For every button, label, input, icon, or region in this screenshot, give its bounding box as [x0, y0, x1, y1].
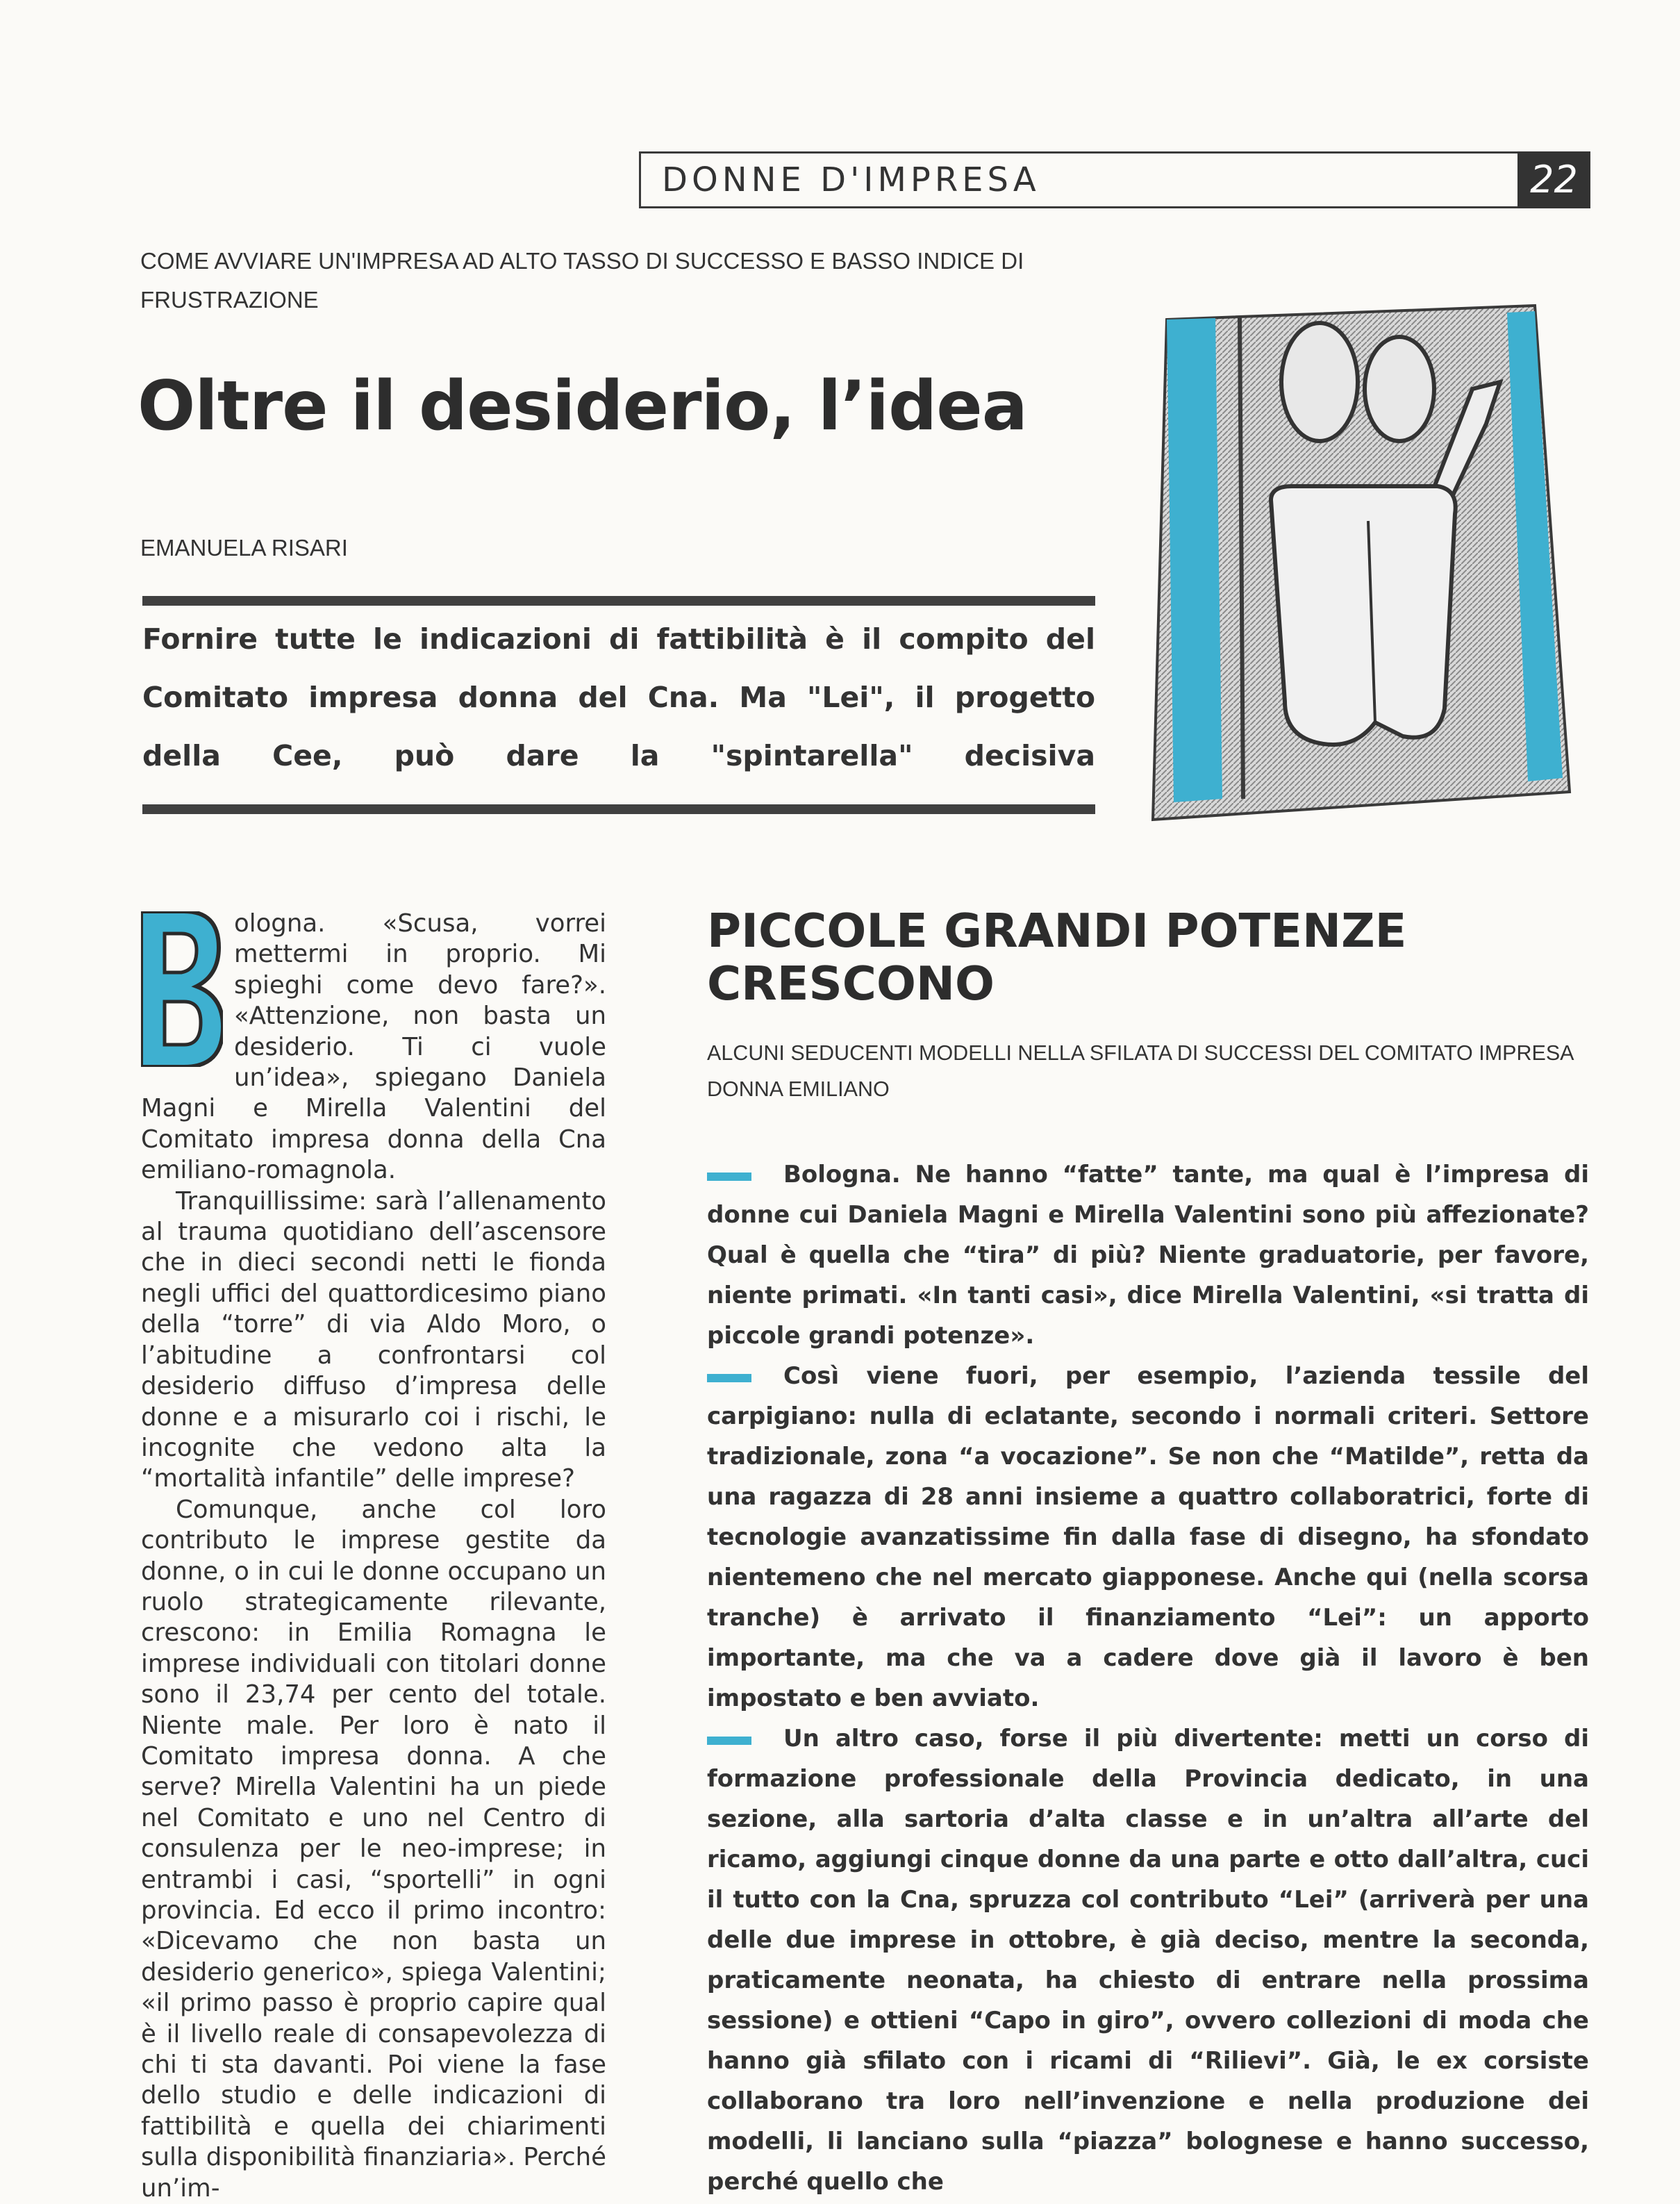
paragraph-dash-icon — [707, 1737, 751, 1745]
sidebar-paragraph-1: Bologna. Ne hanno “fatte” tante, ma qual è l’impresa di donne cui Daniela Magni e Mirella Valentini sono più affezionate? Qual è quella che “tira” di più? Niente graduatorie, per favore, niente primati. «In tanti casi», dice Mirella Valentini, «si tratta di piccole grandi potenze». — [707, 1161, 1589, 1350]
lead-rule-top — [142, 596, 1095, 606]
drop-cap — [141, 911, 223, 1067]
sidebar-paragraph-2: Così viene fuori, per esempio, l’azienda tessile del carpigiano: nulla di eclatante, secondo i normali criteri. Settore tradizionale, zona “a vocazione”. Se non che “Matilde”, retta da una ragazza di 28 anni insieme a quattro collaboratrici, forte di tecnologie avanzatissime fin dalla fase di disegno, ha sfondato nientemeno che nel mercato giapponese. Anche qui (nella scorsa tranche) è arrivato il finanziamento “Lei”: un apporto importante, ma che va a cadere dove già il lavoro è ben impostato e ben avviato. — [707, 1362, 1589, 1712]
paragraph-dash-icon — [707, 1173, 751, 1181]
page-number: 22 — [1517, 151, 1590, 208]
article-byline: EMANUELA RISARI — [140, 535, 348, 561]
article-kicker: COME AVVIARE UN'IMPRESA AD ALTO TASSO DI SUCCESSO E BASSO INDICE DI FRUSTRAZIONE — [140, 248, 1024, 313]
article-lead: Fornire tutte le indicazioni di fattibilità è il compito del Comitato impresa donna del Cna. Ma "Lei", il progetto della Cee, può dare la "spintarella" decisiva — [142, 622, 1095, 772]
sidebar-paragraph-3: Un altro caso, forse il più divertente: metti un corso di formazione professionale della Provincia dedicato, in una sezione, alla sartoria d’alta classe e in un’altra all’arte del ricamo, aggiungi cinque donne da una parte e otto dall’altra, cuci il tutto con la Cna, spruzza col contributo “Lei” (arriverà per una delle due imprese in ottobre, è già deciso, mentre la seconda, praticamente neonata, ha chiesto di entrare nella prossima sessione) e ottieni “Capo in giro”, ovvero collezioni di moda che hanno già sfilato con i ricami di “Rilievi”. Già, le ex corsiste collaborano tra loro nell’invenzione e nella produzione dei modelli, li lanciano sulla “piazza” bolognese e hanno successo, perché quello che — [707, 1725, 1589, 2196]
left-column — [141, 909, 606, 2204]
article-headline: Oltre il desiderio, l’idea — [138, 367, 1027, 446]
drop-cap-glyph — [141, 911, 223, 1067]
left-paragraph-1: ologna. «Scusa, vorrei mettermi in proprio. Mi spieghi come devo fare?». «Attenzione, non basta un desiderio. Ti ci vuole un’idea», spiegano Daniela Magni e Mirella Valentini del Comitato impresa donna della Cna emiliano-romagnola. — [141, 909, 606, 1185]
sidebar-body — [707, 1154, 1589, 2202]
paragraph-dash-icon — [707, 1374, 751, 1382]
sidebar-headline: PICCOLE GRANDI POTENZE CRESCONO — [707, 904, 1407, 1011]
section-header — [639, 151, 1521, 208]
left-paragraph-3: Comunque, anche col loro contributo le imprese gestite da donne, o in cui le donne occupano un ruolo strategicamente rilevante, crescono: in Emilia Romagna le imprese individuali con titolari donne sono il 23,74 per cento del totale. Niente male. Per loro è nato il Comitato impresa donna. A che serve? Mirella Valentini ha un piede nel Comitato e uno nel Centro di consulenza per le neo-imprese; in entrambi i casi, “sportelli” in ogni provincia. Ed ecco il primo incontro: «Dicevamo che non basta un desiderio generico», spiega Valentini; «il primo passo è proprio capire qual è il livello reale di consapevolezza di chi ti sta davanti. Poi viene la fase dello studio e delle indicazioni di fattibilità e quella dei chiarimenti sulla disponibilità finanziaria». Perché un’im- — [141, 1495, 606, 2203]
lead-rule-bottom — [142, 804, 1095, 814]
section-title: DONNE D'IMPRESA — [662, 160, 1040, 199]
sidebar-deck: ALCUNI SEDUCENTI MODELLI NELLA SFILATA DI SUCCESSI DEL COMITATO IMPRESA DONNA EMILIANO — [707, 1041, 1573, 1101]
left-paragraph-2: Tranquillissime: sarà l’allenamento al trauma quotidiano dell’ascensore che in dieci secondi netti le fionda negli uffici del quattordicesimo piano della “torre” di via Aldo Moro, o l’abitudine a confrontarsi col desiderio diffuso d’impresa delle donne e a misurarlo coi i rischi, le incognite che vedono alta la “mortalità infantile” delle imprese? — [141, 1186, 606, 1493]
scissors-and-knife-in-pot-icon — [1111, 292, 1597, 834]
